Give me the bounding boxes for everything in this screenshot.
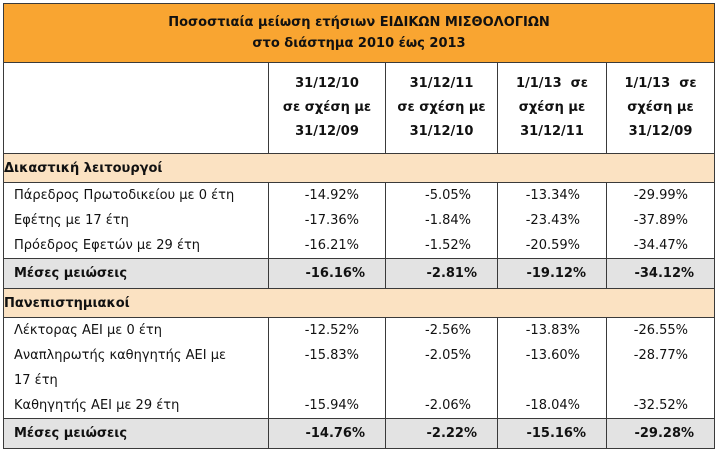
- column-header-row: [4, 63, 715, 154]
- values-cell-col-2: -5.05% -1.84% -1.52%: [386, 183, 498, 259]
- column-header-2: 31/12/11 σε σχέση με 31/12/10: [386, 63, 498, 154]
- title-line-2: στο διάστημα 2010 έως 2013: [252, 36, 466, 51]
- section-rows-university: [4, 318, 715, 419]
- values-cell-col-3: -13.83% -13.60% -18.04%: [498, 318, 607, 419]
- section-title: Δικαστική λειτουργοί: [4, 154, 715, 183]
- values-cell-col-3: -13.34% -23.43% -20.59%: [498, 183, 607, 259]
- row-name: Εφέτης με 17 έτη: [14, 213, 129, 228]
- values-cell-col-4: -26.55% -28.77% -32.52%: [607, 318, 715, 419]
- column-header-3: 1/1/13 σε σχέση με 31/12/11: [498, 63, 607, 154]
- row-name: Λέκτορας ΑΕΙ με 0 έτη: [14, 323, 162, 338]
- average-value: -2.81%: [386, 259, 498, 289]
- salary-reduction-table: [3, 3, 715, 449]
- values-cell-col-1: -14.92% -17.36% -16.21%: [269, 183, 386, 259]
- column-header-4: 1/1/13 σε σχέση με 31/12/09: [607, 63, 715, 154]
- average-row-university: [4, 419, 715, 449]
- row-names-cell: [4, 318, 269, 419]
- average-row-judicial: [4, 259, 715, 289]
- section-rows-judicial: [4, 183, 715, 259]
- average-value: -2.22%: [386, 419, 498, 449]
- values-cell-col-2: -2.56% -2.05% -2.06%: [386, 318, 498, 419]
- section-header-judicial: [4, 154, 715, 183]
- row-name: Πάρεδρος Πρωτοδικείου με 0 έτη: [14, 188, 235, 203]
- table-title: [4, 4, 715, 63]
- average-value: -14.76%: [269, 419, 386, 449]
- average-value: -34.12%: [607, 259, 715, 289]
- average-value: -15.16%: [498, 419, 607, 449]
- values-cell-col-1: -12.52% -15.83% -15.94%: [269, 318, 386, 419]
- average-value: -19.12%: [498, 259, 607, 289]
- average-value: -16.16%: [269, 259, 386, 289]
- title-line-1: Ποσοστιαία μείωση ετήσιων ΕΙΔΙΚΩΝ ΜΙΣΘΟΛΟΓΙΩΝ: [168, 15, 550, 30]
- average-label: Μέσες μειώσεις: [4, 419, 269, 449]
- average-label: Μέσες μειώσεις: [4, 259, 269, 289]
- header-blank-cell: [4, 63, 269, 154]
- row-name: Αναπληρωτής καθηγητής ΑΕΙ με: [14, 348, 227, 363]
- column-header-1: 31/12/10 σε σχέση με 31/12/09: [269, 63, 386, 154]
- row-name-continued: 17 έτη: [14, 373, 58, 388]
- row-name: Καθηγητής ΑΕΙ με 29 έτη: [14, 398, 180, 413]
- section-header-university: [4, 289, 715, 318]
- section-title: Πανεπιστημιακοί: [4, 289, 715, 318]
- row-names-cell: [4, 183, 269, 259]
- average-value: -29.28%: [607, 419, 715, 449]
- row-name: Πρόεδρος Εφετών με 29 έτη: [14, 238, 201, 253]
- values-cell-col-4: -29.99% -37.89% -34.47%: [607, 183, 715, 259]
